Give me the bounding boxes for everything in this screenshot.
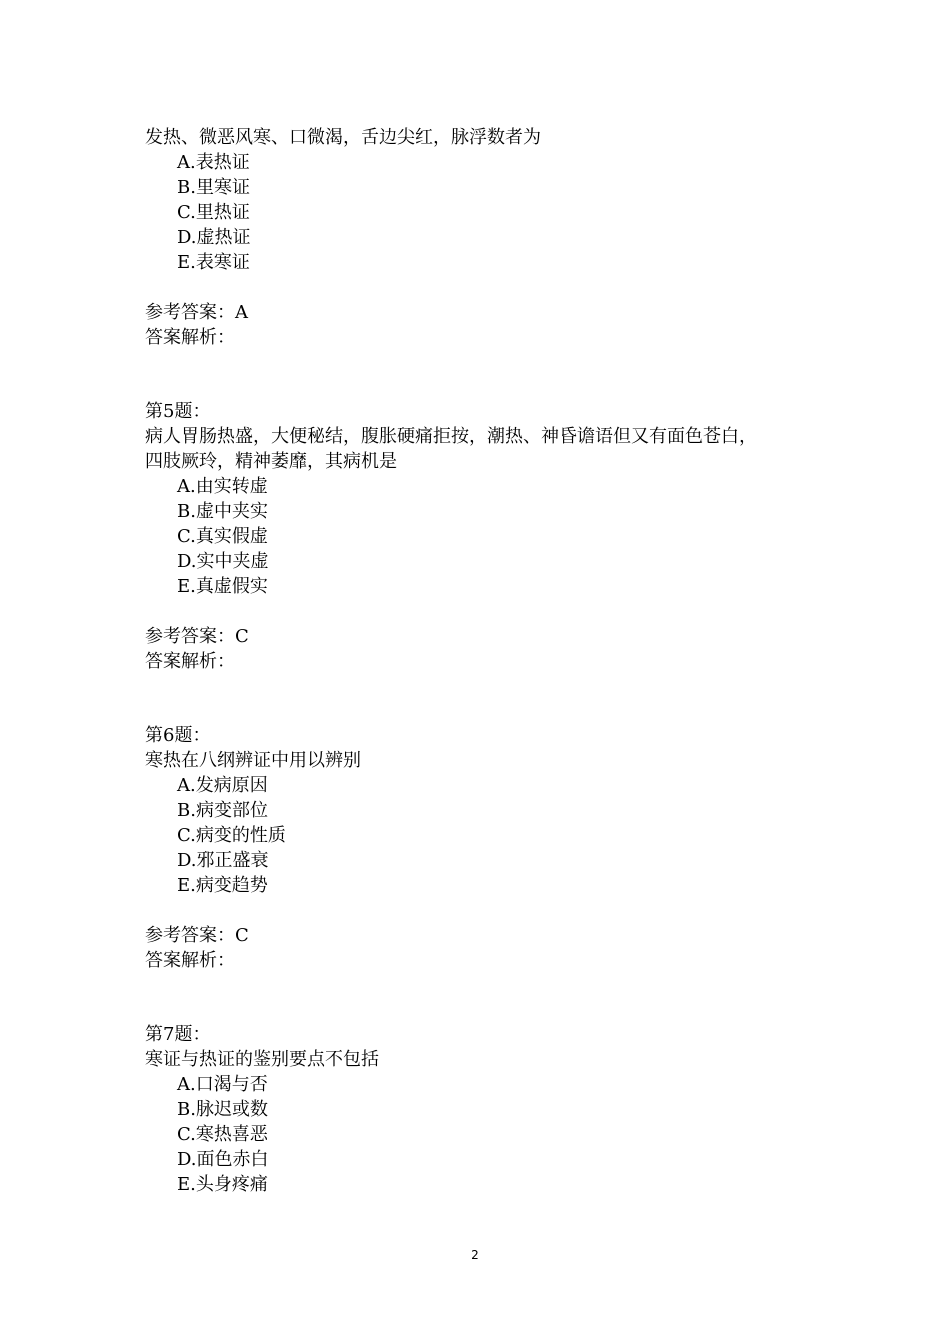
option-b: B.虚中夹实 [177, 501, 268, 522]
option-d: D.邪正盛衰 [177, 850, 269, 871]
reference-answer: 参考答案：C [145, 925, 249, 946]
reference-answer: 参考答案：C [145, 626, 249, 647]
option-b: B.里寒证 [177, 177, 250, 198]
answer-analysis: 答案解析： [145, 651, 235, 672]
question-stem: 病人胃肠热盛，大便秘结，腹胀硬痛拒按，潮热、神昏谵语但又有面色苍白， [145, 426, 757, 447]
option-c: C.寒热喜恶 [177, 1124, 268, 1145]
option-e: E.表寒证 [177, 252, 250, 273]
option-a: A.表热证 [177, 152, 250, 173]
option-b: B.脉迟或数 [177, 1099, 268, 1120]
question-stem: 发热、微恶风寒、口微渴，舌边尖红，脉浮数者为 [145, 127, 541, 148]
option-e: E.真虚假实 [177, 576, 268, 597]
option-b: B.病变部位 [177, 800, 268, 821]
option-e: E.头身疼痛 [177, 1174, 268, 1195]
option-a: A.口渴与否 [177, 1074, 268, 1095]
page-number: 2 [471, 1248, 479, 1262]
question-number: 第7题： [145, 1024, 211, 1045]
question-stem: 寒证与热证的鉴别要点不包括 [145, 1049, 379, 1070]
reference-answer: 参考答案：A [145, 302, 248, 323]
option-d: D.实中夹虚 [177, 551, 269, 572]
option-c: C.真实假虚 [177, 526, 268, 547]
question-stem: 寒热在八纲辨证中用以辨别 [145, 750, 361, 771]
question-stem: 四肢厥玲，精神萎靡，其病机是 [145, 451, 397, 472]
option-e: E.病变趋势 [177, 875, 268, 896]
question-number: 第6题： [145, 725, 211, 746]
answer-analysis: 答案解析： [145, 327, 235, 348]
option-c: C.病变的性质 [177, 825, 286, 846]
option-a: A.由实转虚 [177, 476, 268, 497]
option-d: D.面色赤白 [177, 1149, 269, 1170]
answer-analysis: 答案解析： [145, 950, 235, 971]
option-d: D.虚热证 [177, 227, 251, 248]
option-a: A.发病原因 [177, 775, 268, 796]
option-c: C.里热证 [177, 202, 250, 223]
question-number: 第5题： [145, 401, 211, 422]
